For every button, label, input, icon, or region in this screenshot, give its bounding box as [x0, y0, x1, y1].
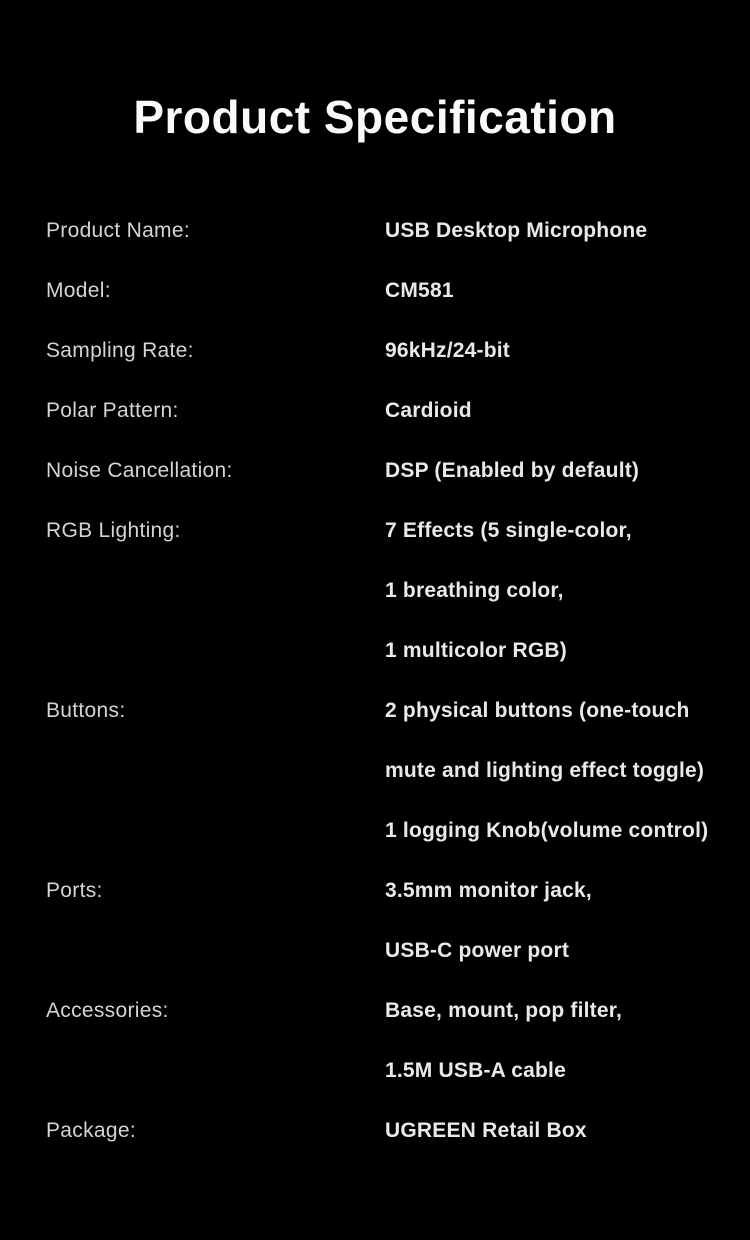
spec-row: [46, 681, 736, 861]
spec-value-line: DSP (Enabled by default): [385, 459, 640, 482]
spec-label: Noise Cancellation:: [46, 459, 233, 482]
spec-label: Sampling Rate:: [46, 339, 194, 362]
spec-row: [46, 261, 736, 321]
spec-row: [46, 1101, 736, 1161]
spec-value-line: USB-C power port: [385, 939, 570, 962]
spec-row: [46, 201, 736, 261]
spec-value-line: 1.5M USB-A cable: [385, 1059, 566, 1082]
spec-row: [46, 861, 736, 981]
spec-label: RGB Lighting:: [46, 519, 181, 542]
spec-value-line: 1 breathing color,: [385, 579, 564, 602]
spec-values: [385, 681, 736, 861]
spec-row: [46, 441, 736, 501]
spec-value-line: 3.5mm monitor jack,: [385, 879, 592, 902]
spec-value-line: Base, mount, pop filter,: [385, 999, 622, 1022]
spec-value-line: 1 multicolor RGB): [385, 639, 567, 662]
spec-row: [46, 981, 736, 1101]
spec-value-line: CM581: [385, 279, 454, 302]
spec-label: Ports:: [46, 879, 103, 902]
spec-label: Buttons:: [46, 699, 126, 722]
spec-values: [385, 981, 736, 1101]
spec-values: [385, 321, 736, 381]
spec-values: [385, 441, 736, 501]
spec-value-line: mute and lighting effect toggle): [385, 759, 705, 782]
spec-value-line: 7 Effects (5 single-color,: [385, 519, 632, 542]
spec-list: [46, 201, 736, 1161]
spec-label: Package:: [46, 1119, 136, 1142]
spec-values: [385, 201, 736, 261]
spec-label: Product Name:: [46, 219, 190, 242]
spec-label: Accessories:: [46, 999, 169, 1022]
spec-value-line: Cardioid: [385, 399, 472, 422]
spec-row: [46, 321, 736, 381]
spec-row: [46, 381, 736, 441]
spec-value-line: 1 logging Knob(volume control): [385, 819, 709, 842]
spec-values: [385, 261, 736, 321]
spec-values: [385, 1101, 736, 1161]
spec-row: [46, 501, 736, 681]
spec-value-line: 2 physical buttons (one-touch: [385, 699, 690, 722]
spec-label: Model:: [46, 279, 111, 302]
page-title: Product Specification: [133, 91, 617, 143]
spec-values: [385, 381, 736, 441]
spec-label: Polar Pattern:: [46, 399, 179, 422]
spec-value-line: UGREEN Retail Box: [385, 1119, 587, 1142]
spec-value-line: 96kHz/24-bit: [385, 339, 510, 362]
spec-value-line: USB Desktop Microphone: [385, 219, 648, 242]
spec-values: [385, 861, 736, 981]
spec-values: [385, 501, 736, 681]
